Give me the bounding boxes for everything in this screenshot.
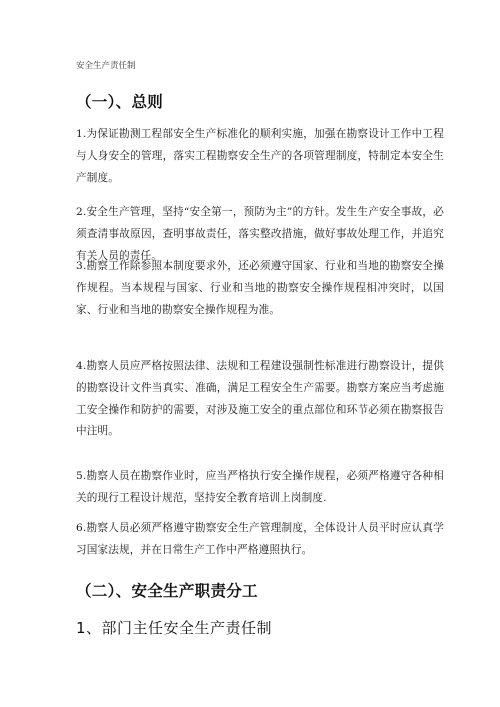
paragraph-2: 2.安全生产管理，坚持“安全第一，预防为主”的方针。发生生产安全事故，必须查清事故原因，查明事故责任，落实整改措施，做好事故处理工作，并追究有关人员的责任。 (76, 206, 444, 262)
section-heading-general: （一）、总则 (76, 93, 164, 111)
section-heading-responsibilities: （二）、安全生产职责分工 (76, 582, 258, 600)
paragraph-1: 1.为保证勘测工程部安全生产标准化的顺利实施，加强在勘察设计工作中工程与人身安全的管理，落实工程勘察安全生产的各项管理制度，特制定本安全生产制度。 (76, 128, 444, 184)
running-header: 安全生产责任制 (76, 61, 136, 71)
paragraph-5: 5.勘察人员在勘察作业时，应当严格执行安全操作规程，必须严格遵守各种相关的现行工程设计规范，坚持安全教育培训上岗制度. (76, 470, 444, 504)
paragraph-4: 4.勘察人员应严格按照法律、法规和工程建设强制性标准进行勘察设计，提供的勘察设计文件当真实、准确，满足工程安全生产需要。勘察方案应当考虑施工安全操作和防护的需要，对涉及施工安全的重点部位和环节必须在勘察报告中注明。 (76, 360, 444, 438)
paragraph-6: 6.勘察人员必须严格遵守勘察安全生产管理制度，全体设计人员平时应认真学习国家法规，并在日常生产工作中严格遵照执行。 (76, 522, 444, 556)
subsection-heading-director: 1、部门主任安全生产责任制 (76, 619, 273, 637)
paragraph-3: 3.勘察工作除参照本制度要求外，还必须遵守国家、行业和当地的勘察安全操作规程。当本规程与国家、行业和当地的勘察安全操作规程相冲突时，以国家、行业和当地的勘察安全操作规程为准。 (76, 260, 444, 316)
